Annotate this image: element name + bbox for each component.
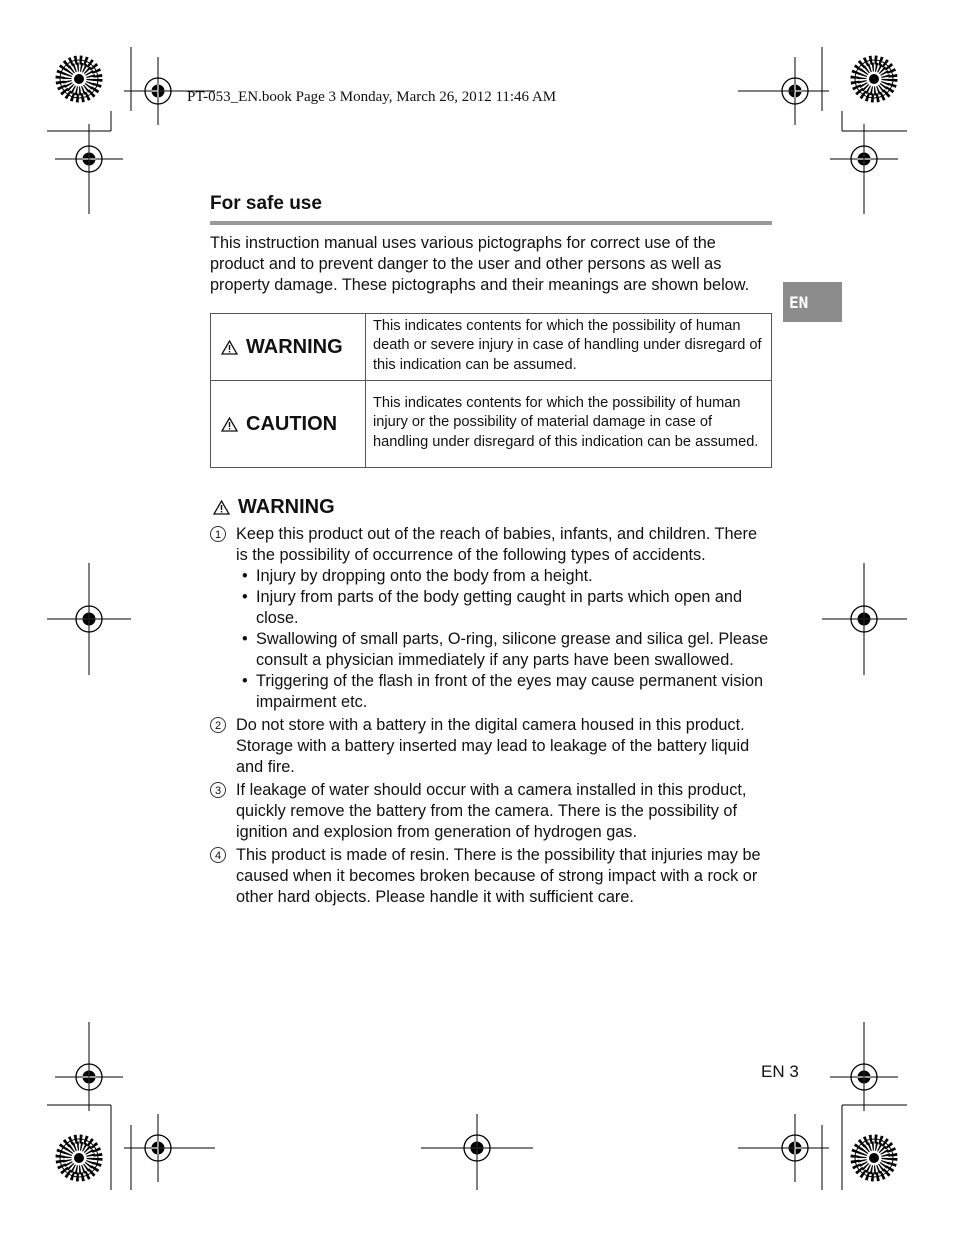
warning-item bbox=[210, 780, 772, 843]
legend-term: CAUTION bbox=[246, 412, 338, 435]
warning-heading bbox=[213, 495, 772, 519]
list-item: • Injury from parts of the body getting caught in parts which open and close. bbox=[236, 587, 772, 629]
warning-list bbox=[210, 524, 772, 908]
warning-item bbox=[210, 845, 772, 908]
page-content bbox=[210, 192, 772, 910]
warning-item-text: Do not store with a battery in the digital camera housed in this product. Storage with a battery inserted may lead to leakage of the battery liquid and fire. bbox=[236, 716, 750, 776]
intro-paragraph: This instruction manual uses various pictographs for correct use of the product and to prevent danger to the user and other persons as well as property damage. These pictographs and their meanings are shown below. bbox=[210, 234, 750, 294]
warning-item bbox=[210, 715, 772, 778]
language-tab: EN bbox=[783, 282, 842, 322]
circled-number: 2 bbox=[210, 717, 226, 733]
warning-item bbox=[210, 524, 772, 713]
page-number: EN 3 bbox=[761, 1062, 799, 1081]
warning-triangle-icon bbox=[213, 500, 230, 515]
list-item: • Triggering of the flash in front of the eyes may cause permanent vision impairment etc. bbox=[236, 671, 772, 713]
warning-item-text: If leakage of water should occur with a camera installed in this product, quickly remove the battery from the camera. There is the possibility of ignition and explosion from generation of hydrogen gas. bbox=[236, 781, 747, 841]
legend-row bbox=[211, 381, 772, 468]
warning-item-text: Keep this product out of the reach of babies, infants, and children. There is the possibility of occurrence of the following types of accidents. bbox=[236, 525, 758, 564]
corner-target-icon bbox=[60, 1139, 98, 1177]
warning-triangle-icon bbox=[221, 417, 238, 432]
warning-sublist bbox=[236, 566, 772, 713]
list-item: • Injury by dropping onto the body from a height. bbox=[236, 566, 772, 587]
legend-description: This indicates contents for which the possibility of human injury or the possibility of material damage in case of handling under disregard of this indication can be assumed. bbox=[366, 381, 772, 468]
legend-term: WARNING bbox=[246, 335, 343, 358]
corner-target-icon bbox=[855, 60, 893, 98]
warning-item-text: This product is made of resin. There is the possibility that injuries may be caused when it becomes broken because of strong impact with a rock or other hard objects. Please handle it with sufficient care. bbox=[236, 846, 761, 906]
circled-number: 1 bbox=[210, 526, 226, 542]
warning-heading-text: WARNING bbox=[238, 496, 335, 518]
print-header: PT-053_EN.book Page 3 Monday, March 26, 2012 11:46 AM bbox=[187, 89, 557, 105]
corner-target-icon bbox=[855, 1139, 893, 1177]
pictograph-legend-table bbox=[210, 313, 772, 468]
list-item: • Swallowing of small parts, O-ring, silicone grease and silica gel. Please consult a physician immediately if any parts have been swallowed. bbox=[236, 629, 772, 671]
section-title: For safe use bbox=[210, 192, 772, 225]
circled-number: 3 bbox=[210, 782, 226, 798]
circled-number: 4 bbox=[210, 847, 226, 863]
legend-description: This indicates contents for which the possibility of human death or severe injury in case of handling under disregard of this indication can be assumed. bbox=[366, 314, 772, 381]
warning-triangle-icon bbox=[221, 340, 238, 355]
corner-target-icon bbox=[60, 60, 98, 98]
legend-row bbox=[211, 314, 772, 381]
legend-term-cell bbox=[211, 381, 366, 468]
legend-term-cell bbox=[211, 314, 366, 381]
